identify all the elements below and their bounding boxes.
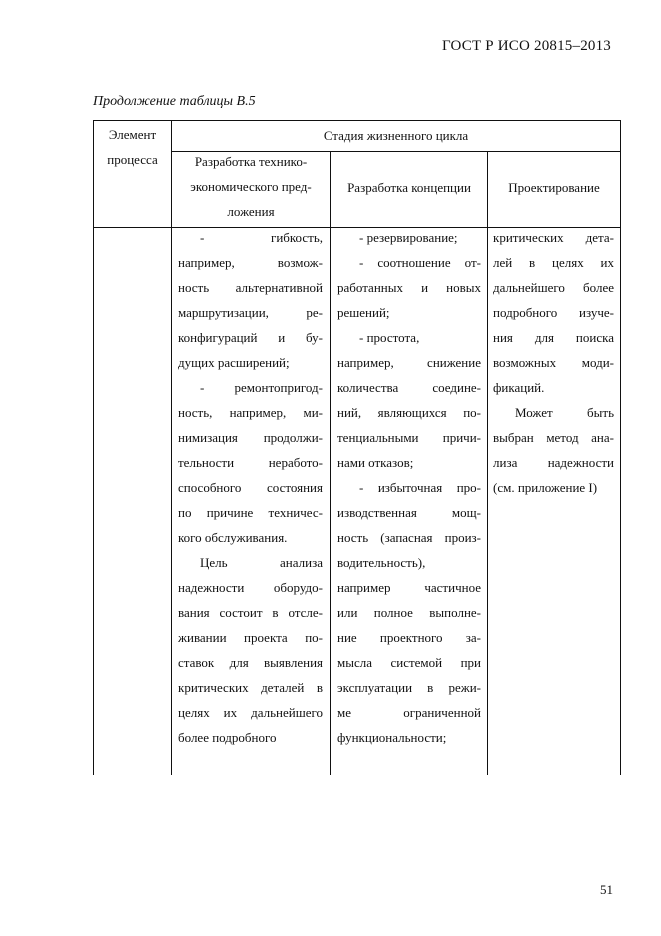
- text-line: - гибкость,: [200, 230, 323, 245]
- text-line: дальнейшего более: [493, 280, 614, 295]
- feasibility-header-line: экономического пред-: [190, 179, 312, 194]
- text-line: - избыточная про-: [359, 480, 481, 495]
- text-line: работанных и новых: [337, 280, 481, 295]
- text-line: например, снижение: [337, 355, 481, 370]
- text-line: надежности оборудо-: [178, 580, 323, 595]
- text-line: дущих расширений;: [178, 355, 290, 370]
- text-line: фикаций.: [493, 380, 545, 395]
- column-divider-3: [487, 151, 488, 775]
- text-line: водительность),: [337, 555, 426, 570]
- element-header-line: Элемент: [108, 127, 157, 142]
- text-line: например, возмож-: [178, 255, 323, 270]
- text-line: - ремонтопригод-: [200, 380, 323, 395]
- text-line: кого обслуживания.: [178, 530, 288, 545]
- text-line: конфигураций и бу-: [178, 330, 323, 345]
- text-line: способного состояния: [178, 480, 323, 495]
- table-right-border: [620, 120, 621, 775]
- text-line: подробного изуче-: [493, 305, 614, 320]
- table-left-border: [93, 120, 94, 775]
- text-line: Цель анализа: [200, 555, 323, 570]
- text-line: критических деталей в: [178, 680, 323, 695]
- stage-column-header: Стадия жизненного цикла: [323, 128, 469, 143]
- element-header-line: процесса: [107, 152, 158, 167]
- text-line: количества соедине-: [337, 380, 481, 395]
- text-line: живании проекта по-: [178, 630, 323, 645]
- text-line: критических дета-: [493, 230, 614, 245]
- text-line: Может быть: [515, 405, 614, 420]
- text-line: тельности неработо-: [178, 455, 323, 470]
- text-line: мысла системой при: [337, 655, 481, 670]
- text-line: эксплуатации в режи-: [337, 680, 481, 695]
- text-line: нами отказов;: [337, 455, 414, 470]
- feasibility-body: [178, 225, 323, 750]
- text-line: ставок для выявления: [178, 655, 323, 670]
- feasibility-header: [172, 149, 330, 224]
- feasibility-header-line: Разработка технико-: [194, 154, 308, 169]
- text-line: решений;: [337, 305, 390, 320]
- text-line: по причине техничес-: [178, 505, 323, 520]
- text-line: целях их дальнейшего: [178, 705, 323, 720]
- text-line: изводственная мощ-: [337, 505, 481, 520]
- text-line: лиза надежности: [493, 455, 614, 470]
- text-line: ность (запасная произ-: [337, 530, 481, 545]
- table-caption: Продолжение таблицы В.5: [93, 94, 256, 109]
- design-body: [493, 225, 614, 500]
- text-line: (см. приложение I): [493, 480, 598, 495]
- text-line: функциональности;: [337, 730, 447, 745]
- text-line: например частичное: [337, 580, 481, 595]
- table-top-border: [93, 120, 621, 121]
- text-line: лей в целях их: [493, 255, 614, 270]
- text-line: ний, являющихся по-: [337, 405, 481, 420]
- text-line: или полное выполне-: [337, 605, 481, 620]
- text-line: - резервирование;: [359, 230, 458, 245]
- text-line: вания состоит в отсле-: [178, 605, 323, 620]
- doc-code: ГОСТ Р ИСО 20815–2013: [442, 38, 611, 54]
- text-line: ние проектного за-: [337, 630, 481, 645]
- text-line: ния для поиска: [493, 330, 614, 345]
- text-line: нимизация продолжи-: [178, 430, 323, 445]
- text-line: тенциальными причи-: [337, 430, 481, 445]
- text-line: ность альтернативной: [178, 280, 323, 295]
- element-column-header: [94, 122, 171, 172]
- text-line: - простота,: [359, 330, 420, 345]
- text-line: более подробного: [178, 730, 277, 745]
- text-line: ность, например, ми-: [178, 405, 323, 420]
- design-header: Проектирование: [508, 180, 600, 195]
- text-line: выбран метод ана-: [493, 430, 614, 445]
- text-line: ме ограниченной: [337, 705, 481, 720]
- page-number: 51: [600, 882, 613, 897]
- concept-header: Разработка концепции: [347, 180, 471, 195]
- text-line: - соотношение от-: [359, 255, 481, 270]
- feasibility-header-line: ложения: [227, 204, 275, 219]
- column-divider-2: [330, 151, 331, 775]
- text-line: возможных моди-: [493, 355, 614, 370]
- concept-body: [337, 225, 481, 750]
- text-line: маршрутизации, ре-: [178, 305, 323, 320]
